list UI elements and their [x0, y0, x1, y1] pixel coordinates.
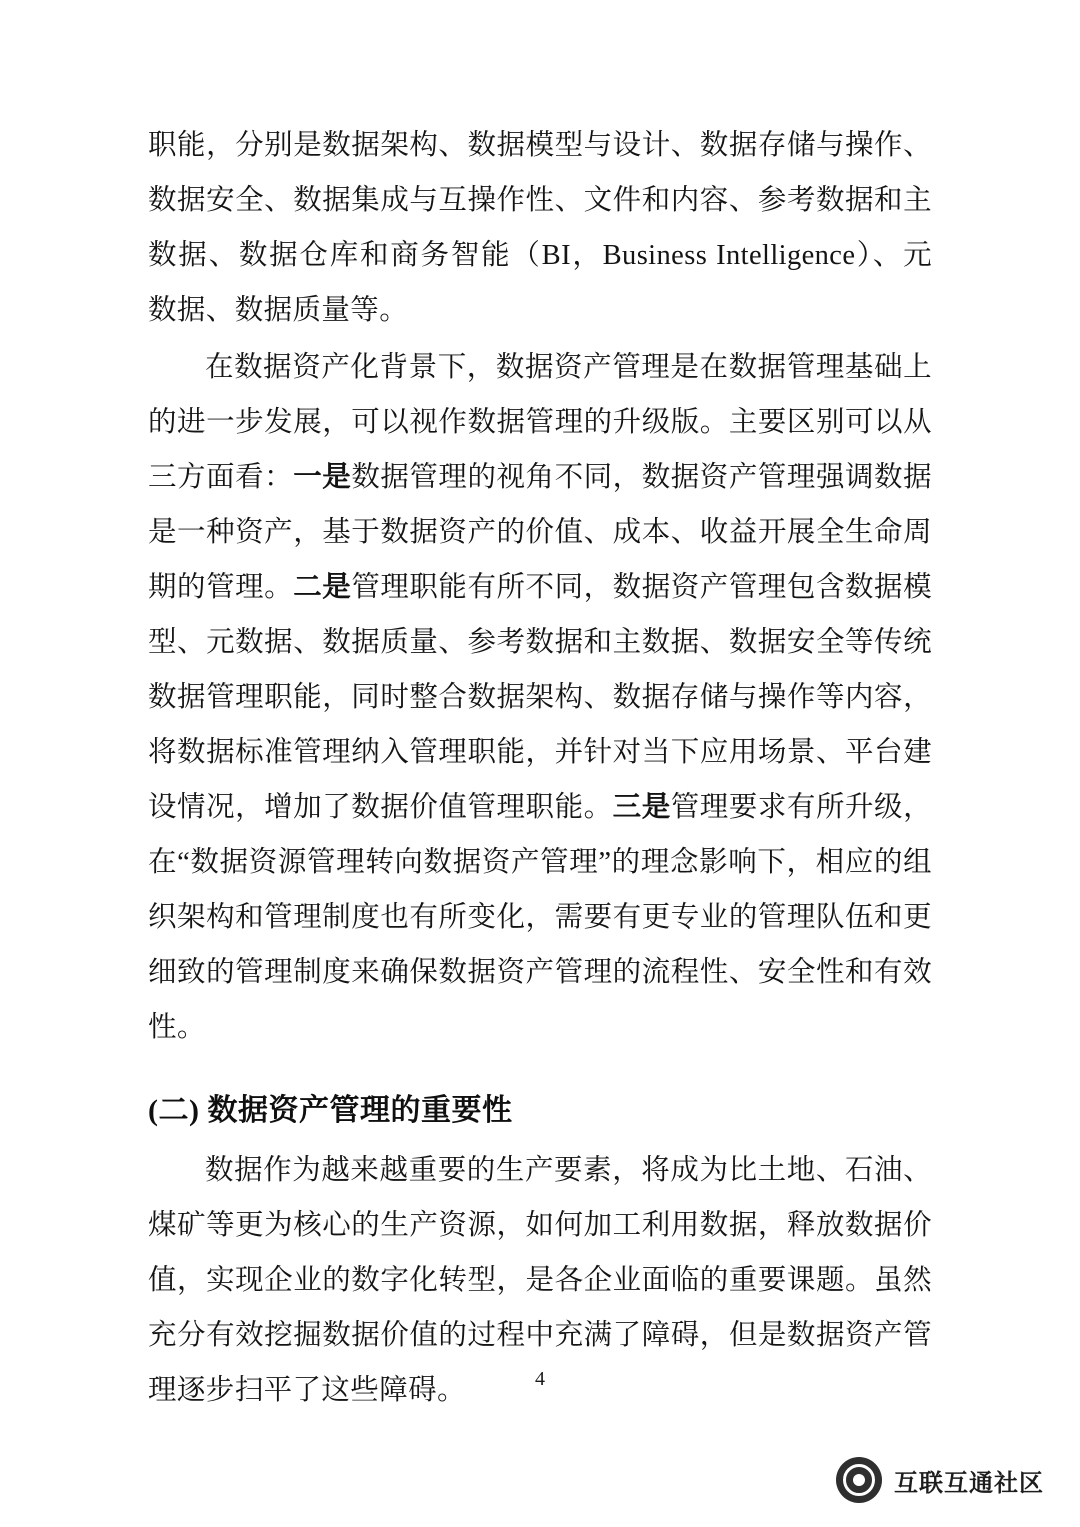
paragraph-functions — [148, 118, 932, 338]
logo-dot — [853, 1474, 865, 1486]
page-content — [148, 118, 932, 1420]
text-run-latin: BI，Business Intelligence — [541, 240, 856, 271]
paragraph-asset-management — [148, 340, 932, 1055]
page-number: 4 — [535, 1368, 545, 1390]
text-run: 数据作为越来越重要的生产要素，将成为比土地、石油、煤矿等更为核心的生产资源，如何加工利用数据，释放数据价值，实现企业的数字化转型，是各企业面临的重要课题。虽然充分有效挖掘数据价值的过程中充满了障碍，但是数据资产管理逐步扫平了这些障碍。 — [148, 1155, 932, 1406]
brand-name: 互联互通社区 — [894, 1468, 1044, 1497]
footer-brand-badge — [830, 1451, 1054, 1509]
text-run-bold: 三是 — [612, 792, 671, 823]
text-run: 管理职能有所不同，数据资产管理包含数据模型、元数据、数据质量、参考数据和主数据、数据安全等传统数据管理职能，同时整合数据架构、数据存储与操作等内容，将数据标准管理纳入管理职能，并针对当下应用场景、平台建设情况，增加了数据价值管理职能。 — [148, 572, 932, 823]
text-run: 管理要求有所升级，在“数据资源管理转向数据资产管理”的理念影响下，相应的组织架构和管理制度也有所变化，需要有更专业的管理队伍和更细致的管理制度来确保数据资产管理的流程性、安全性和有效性。 — [148, 792, 932, 1043]
text-run-bold: 二是 — [293, 572, 352, 603]
section-heading: (二) 数据资产管理的重要性 — [148, 1094, 513, 1127]
text-run-bold: 一是 — [293, 462, 352, 493]
text-run: 数据管理的视角不同，数据资产管理强调数据是一种资产，基于数据资产的价值、成本、收益开展全生命周期的管理。 — [148, 462, 932, 603]
text-run: 在数据资产化背景下，数据资产管理是在数据管理基础上的进一步发展，可以视作数据管理的升级版。主要区别可以从三方面看： — [148, 352, 932, 493]
text-run: ）、元数据、数据质量等。 — [148, 240, 933, 326]
text-run: 职能，分别是数据架构、数据模型与设计、数据存储与操作、数据安全、数据集成与互操作性、文件和内容、参考数据和主数据、数据仓库和商务智能（ — [148, 130, 932, 271]
circle-logo-icon — [836, 1457, 882, 1503]
